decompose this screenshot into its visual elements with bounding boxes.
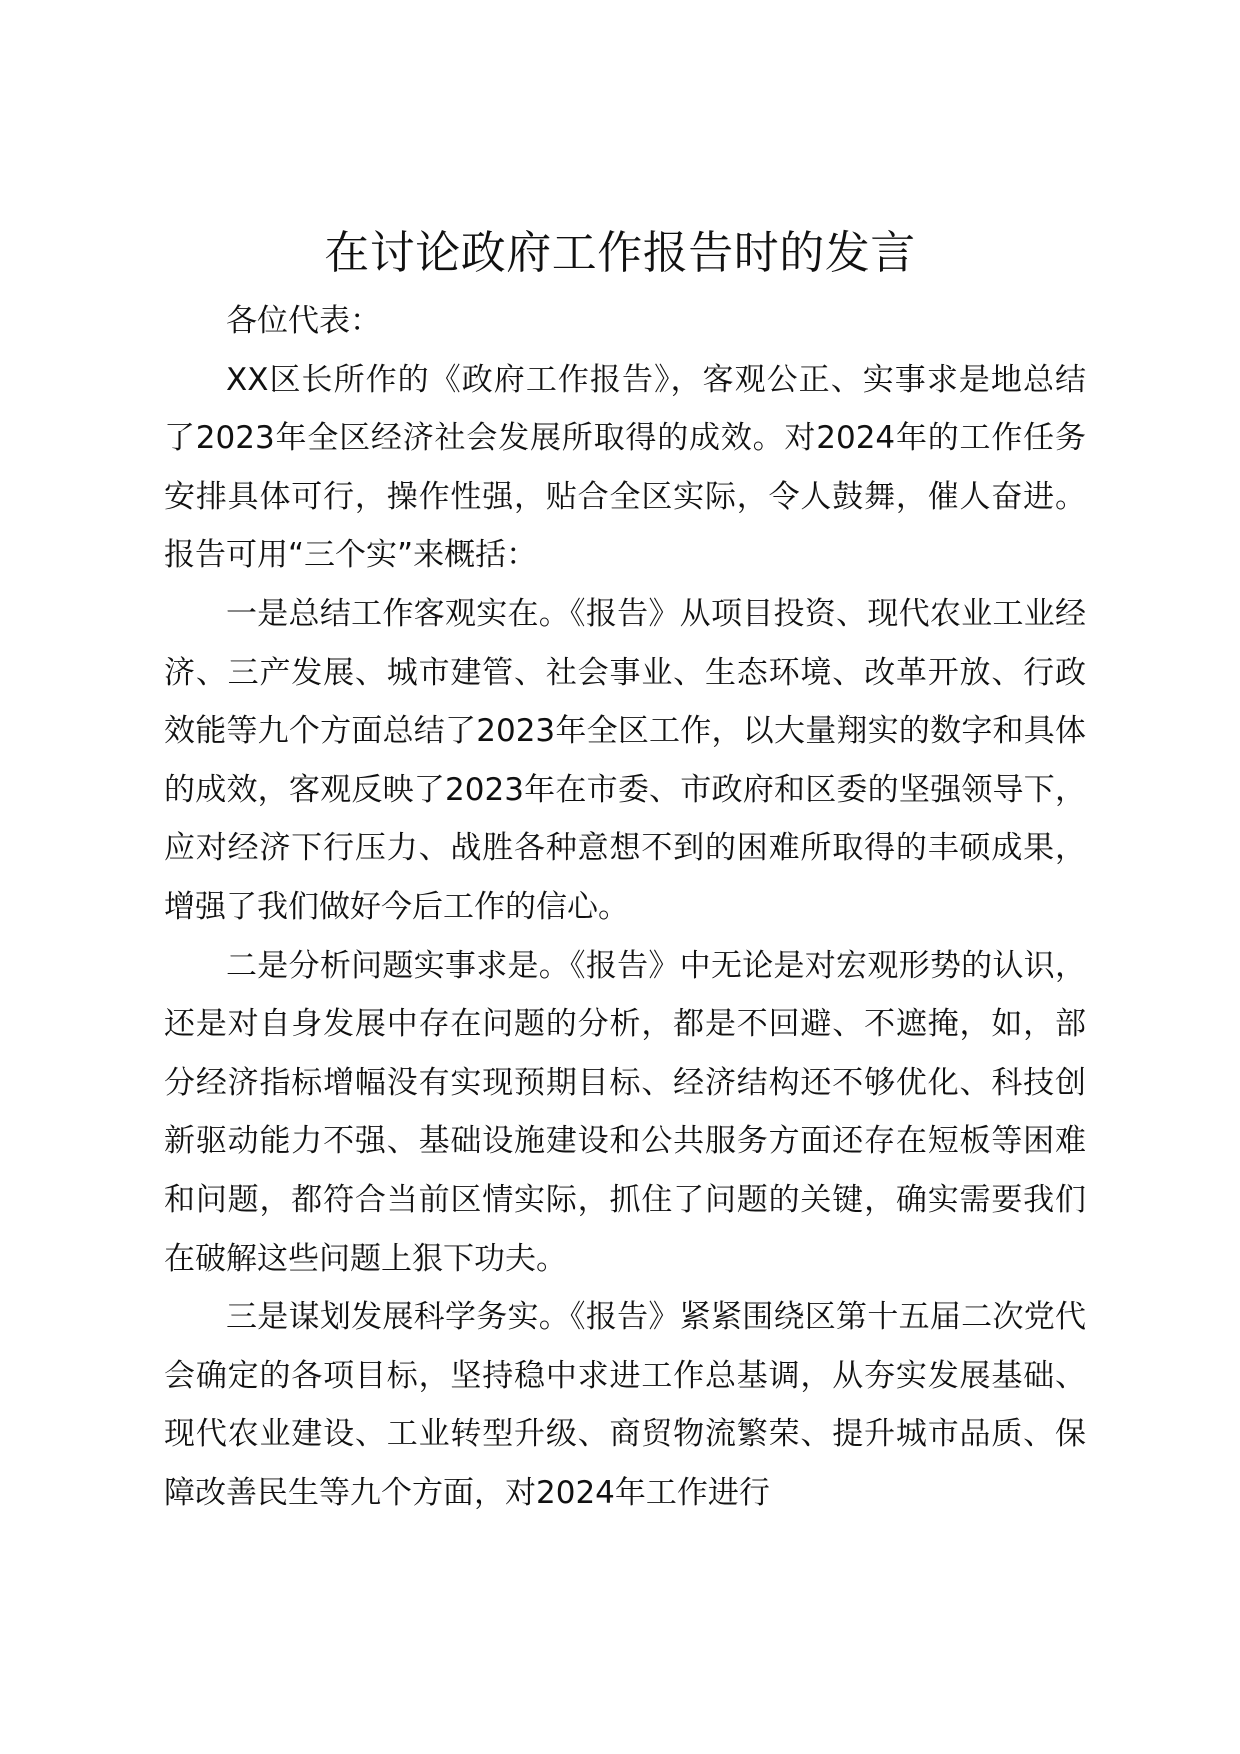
- document-body: [164, 292, 1086, 1522]
- point-one-paragraph: 一是总结工作客观实在。《报告》从项目投资、现代农业工业经济、三产发展、城市建管、社会事业、生态环境、改革开放、行政效能等九个方面总结了2023年全区工作，以大量翔实的数字和具体的成效，客观反映了2023年在市委、市政府和区委的坚强领导下，应对经济下行压力、战胜各种意想不到的困难所取得的丰硕成果，增强了我们做好今后工作的信心。: [164, 595, 1086, 925]
- intro-paragraph: XX区长所作的《政府工作报告》，客观公正、实事求是地总结了2023年全区经济社会发展所取得的成效。对2024年的工作任务安排具体可行，操作性强，贴合全区实际，令人鼓舞，催人奋进。报告可用“三个实”来概括：: [164, 361, 1086, 574]
- salutation-paragraph: 各位代表：: [226, 303, 381, 339]
- point-three-paragraph: 三是谋划发展科学务实。《报告》紧紧围绕区第十五届二次党代会确定的各项目标，坚持稳中求进工作总基调，从夯实发展基础、现代农业建设、工业转型升级、商贸物流繁荣、提升城市品质、保障改善民生等九个方面，对2024年工作进行: [164, 1299, 1086, 1511]
- document-title: 在讨论政府工作报告时的发言: [324, 226, 916, 279]
- point-two-paragraph: 二是分析问题实事求是。《报告》中无论是对宏观形势的认识，还是对自身发展中存在问题的分析，都是不回避、不遮掩，如，部分经济指标增幅没有实现预期目标、经济结构还不够优化、科技创新驱动能力不强、基础设施建设和公共服务方面还存在短板等困难和问题，都符合当前区情实际，抓住了问题的关键，确实需要我们在破解这些问题上狠下功夫。: [164, 947, 1086, 1277]
